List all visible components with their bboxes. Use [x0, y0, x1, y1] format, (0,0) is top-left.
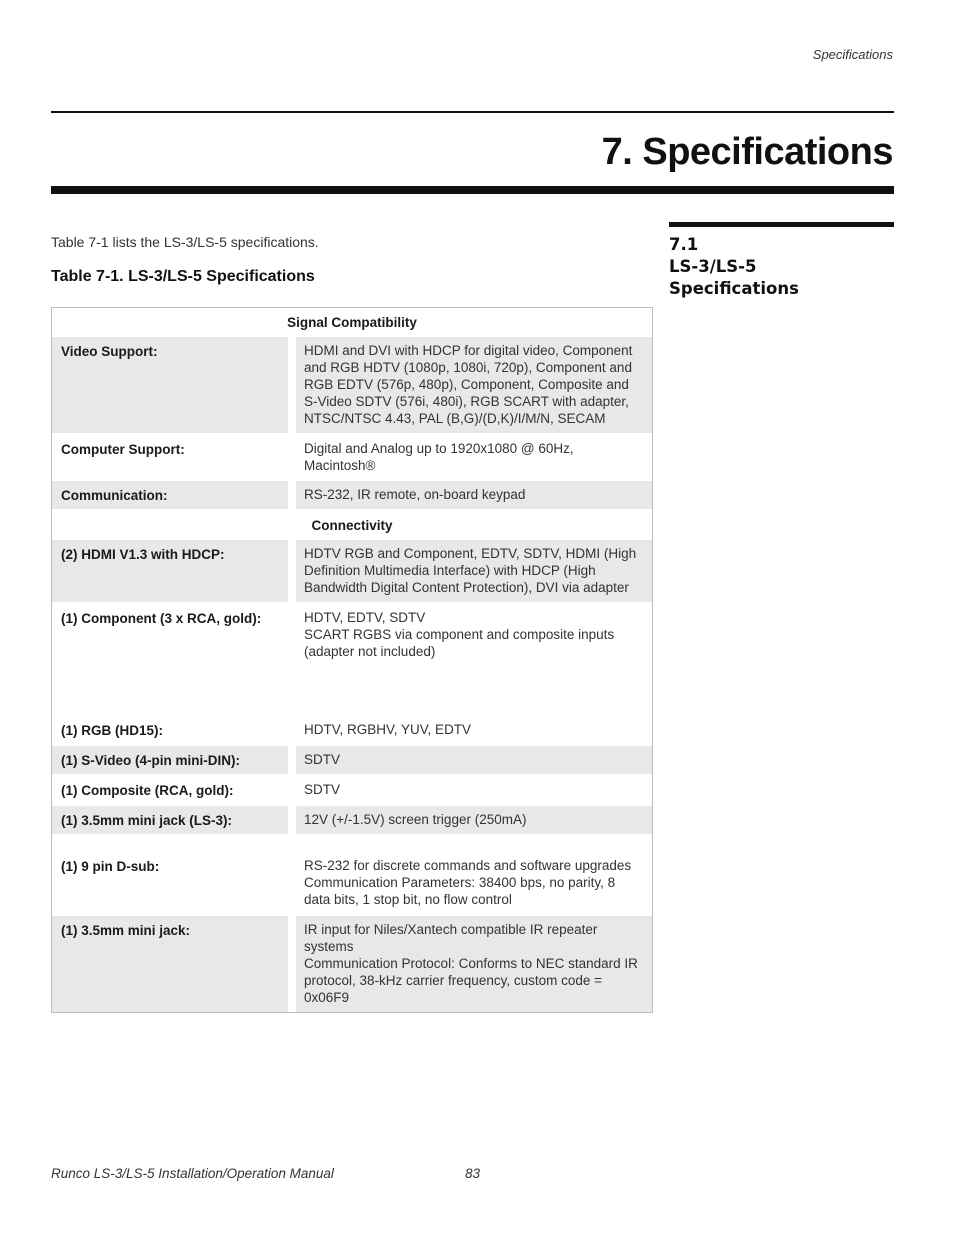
row-label: (1) RGB (HD15): — [61, 723, 164, 738]
row-value: HDTV, EDTV, SDTV SCART RGBS via component and composite inputs (adapter not included) — [304, 610, 615, 659]
row-value: RS-232 for discrete commands and software upgrades Communication Parameters: 38400 bps, no parity, 8 data bits, 1 stop bit, no flow control — [304, 858, 632, 907]
table-section-header: Signal Compatibility — [52, 308, 652, 337]
row-value: IR input for Niles/Xantech compatible IR repeater systems Communication Protocol: Conforms to NEC standard IR protocol, 38-kHz carrier frequency, custom code = 0x06F9 — [304, 922, 638, 1005]
row-label: (1) 3.5mm mini jack: — [61, 923, 191, 938]
table-row — [52, 604, 652, 716]
row-label: (2) HDMI V1.3 with HDCP: — [61, 547, 225, 562]
footer-manual-title: Runco LS-3/LS-5 Installation/Operation Manual — [51, 1166, 334, 1181]
section-title-line-1: LS-3/LS-5 — [669, 257, 757, 276]
row-value: HDTV, RGBHV, YUV, EDTV — [304, 722, 472, 737]
section-heading — [669, 234, 894, 300]
row-value: SDTV — [304, 782, 341, 797]
intro-text: Table 7-1 lists the LS-3/LS-5 specifications. — [51, 234, 319, 250]
table-row — [52, 806, 652, 836]
row-label: Video Support: — [61, 344, 158, 359]
header-rule — [51, 111, 894, 113]
row-label: Communication: — [61, 488, 168, 503]
row-value: SDTV — [304, 752, 341, 767]
table-row — [52, 540, 652, 604]
table-row — [52, 481, 652, 511]
table-row — [52, 435, 652, 481]
row-value: 12V (+/-1.5V) screen trigger (250mA) — [304, 812, 527, 827]
table-row — [52, 716, 652, 746]
table-row — [52, 746, 652, 776]
row-value: Digital and Analog up to 1920x1080 @ 60Hz, Macintosh® — [304, 441, 574, 473]
row-label: (1) 3.5mm mini jack (LS-3): — [61, 813, 233, 828]
row-label: (1) Composite (RCA, gold): — [61, 783, 234, 798]
chapter-title: 7. Specifications — [601, 131, 893, 173]
table-section-header: Connectivity — [52, 511, 652, 540]
table-caption: Table 7-1. LS-3/LS-5 Specifications — [51, 268, 315, 285]
row-value: HDTV RGB and Component, EDTV, SDTV, HDMI (High Definition Multimedia Interface) with HDCP (High Bandwidth Digital Content Protection), DVI via adapter — [304, 546, 637, 595]
page-number: 83 — [465, 1166, 481, 1181]
table-row — [52, 776, 652, 806]
row-label: Computer Support: — [61, 442, 185, 457]
table-row — [52, 836, 652, 916]
section-rule — [669, 222, 894, 227]
spec-table — [51, 307, 653, 1013]
row-label: (1) Component (3 x RCA, gold): — [61, 611, 262, 626]
row-label: (1) 9 pin D-sub: — [61, 859, 160, 874]
table-row — [52, 916, 652, 1012]
running-header: Specifications — [812, 47, 893, 62]
section-title-line-2: Specifications — [669, 279, 799, 298]
chapter-rule — [51, 186, 894, 194]
section-number: 7.1 — [669, 235, 699, 254]
table-row — [52, 337, 652, 435]
row-label: (1) S-Video (4-pin mini-DIN): — [61, 753, 240, 768]
row-value: RS-232, IR remote, on-board keypad — [304, 487, 526, 502]
row-value: HDMI and DVI with HDCP for digital video, Component and RGB HDTV (1080p, 1080i, 720p), Component and RGB EDTV (576p, 480p), Component, Composite and S-Video SDTV (576i, 480i), RGB SCART with adapter, NTSC/NTSC 4.43, PAL (B,G)/(D,K)/I/M/N, SECAM — [304, 343, 633, 426]
